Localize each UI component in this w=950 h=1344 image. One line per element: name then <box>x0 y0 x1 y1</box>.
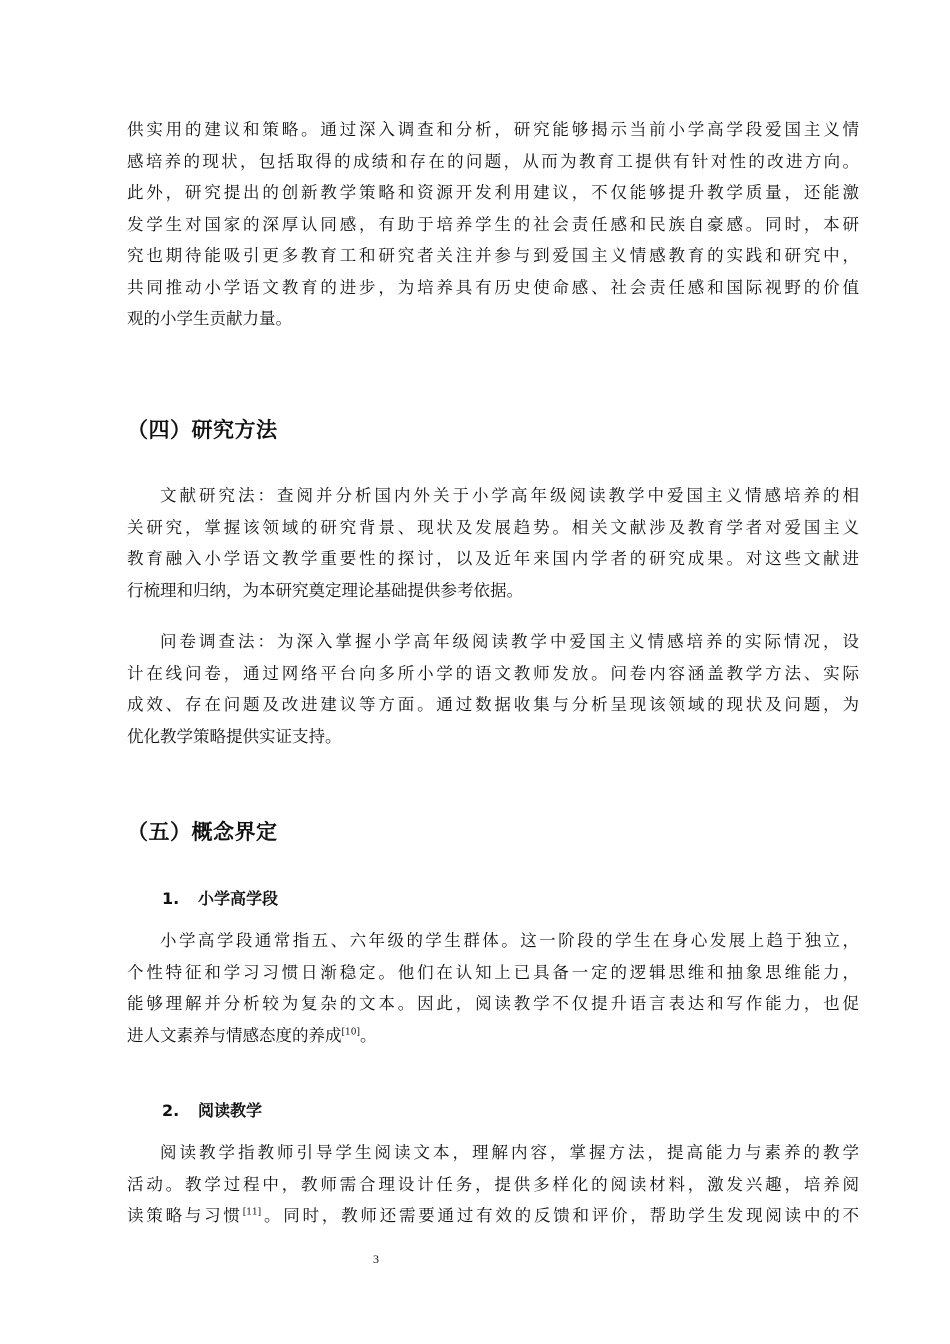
text-line: 行梳理和归纳，为本研究奠定理论基础提供参考依据。 <box>127 580 523 600</box>
text-line: 成效、存在问题及改进建议等方面。通过数据收集与分析呈现该领域的现状及问题，为 <box>127 695 859 714</box>
text-fragment: 进人文素养与情感态度的养成 <box>127 1025 342 1045</box>
text-line: 供实用的建议和策略。通过深入调查和分析，研究能够揭示当前小学高学段爱国主义情 <box>127 120 859 139</box>
text-line: 阅读教学指教师引导学生阅读文本，理解内容，掌握方法，提高能力与素养的教学 <box>160 1143 859 1162</box>
text-line: 观的小学生贡献力量。 <box>127 309 292 328</box>
text-line <box>127 1020 859 1052</box>
text-line: 共同推动小学语文教育的进步，为培养具有历史使命感、社会责任感和国际视野的价值 <box>127 277 859 297</box>
reading-teaching-paragraph <box>127 1137 859 1232</box>
text-fragment: 。同时，教师还需要通过有效的反馈和评价，帮助学生发现阅读中的不 <box>261 1206 860 1225</box>
section-heading-concept-definition: （五）概念界定 <box>127 820 278 844</box>
intro-paragraph <box>127 114 859 335</box>
citation-ref[interactable]: [11] <box>242 1207 262 1218</box>
text-line: 小学高学段通常指五、六年级的学生群体。这一阶段的学生在身心发展上趋于独立， <box>160 931 859 950</box>
subheading-upper-grades <box>162 886 278 909</box>
text-line: 活动。教学过程中，教师需合理设计任务，提供多样化的阅读材料，激发兴趣，培养阅 <box>127 1174 859 1194</box>
text-line: 关研究，掌握该领域的研究背景、现状及发展趋势。相关文献涉及教育学者对爱国主义 <box>127 517 859 537</box>
page-number: 3 <box>373 1252 379 1266</box>
subheading-title: 小学高学段 <box>198 889 279 908</box>
section-heading-research-methods: （四）研究方法 <box>127 418 278 442</box>
text-line: 发学生对国家的深厚认同感，有助于培养学生的社会责任感和民族自豪感。同时，本研 <box>127 214 859 234</box>
text-line: 此外，研究提出的创新教学策略和资源开发利用建议，不仅能够提升教学质量，还能激 <box>127 183 859 202</box>
subheading-number: 2. <box>162 1101 180 1120</box>
text-line: 究也期待能吸引更多教育工和研究者关注并参与到爱国主义情感教育的实践和研究中， <box>127 246 859 265</box>
citation-ref[interactable]: [10] <box>341 1027 360 1037</box>
text-line: 计在线问卷，通过网络平台向多所小学的语文教师发放。问卷内容涵盖教学方法、实际 <box>127 663 859 683</box>
literature-method-paragraph <box>127 480 859 606</box>
subheading-title: 阅读教学 <box>198 1101 263 1120</box>
text-line: 个性特征和学习习惯日渐稳定。他们在认知上已具备一定的逻辑思维和抽象思维能力， <box>127 962 859 982</box>
text-fragment: 读策略与习惯 <box>127 1206 243 1225</box>
text-line: 感培养的现状，包括取得的成绩和存在的问题，从而为教育工提供有针对性的改进方向。 <box>127 151 859 171</box>
subheading-number: 1. <box>162 889 180 908</box>
subheading-reading-teaching <box>162 1098 262 1121</box>
text-line <box>127 1200 859 1232</box>
text-line: 文献研究法：查阅并分析国内外关于小学高年级阅读教学中爱国主义情感培养的相 <box>160 486 859 505</box>
text-line: 优化教学策略提供实证支持。 <box>127 726 342 746</box>
text-line: 教育融入小学语文教学重要性的探讨，以及近年来国内学者的研究成果。对这些文献进 <box>127 549 859 568</box>
questionnaire-method-paragraph <box>127 626 859 752</box>
text-line: 能够理解并分析较为复杂的文本。因此，阅读教学不仅提升语言表达和写作能力，也促 <box>127 994 859 1013</box>
text-line: 问卷调查法：为深入掌握小学高年级阅读教学中爱国主义情感培养的实际情况，设 <box>160 632 859 651</box>
text-fragment: 。 <box>359 1025 377 1045</box>
upper-grades-paragraph <box>127 925 859 1051</box>
